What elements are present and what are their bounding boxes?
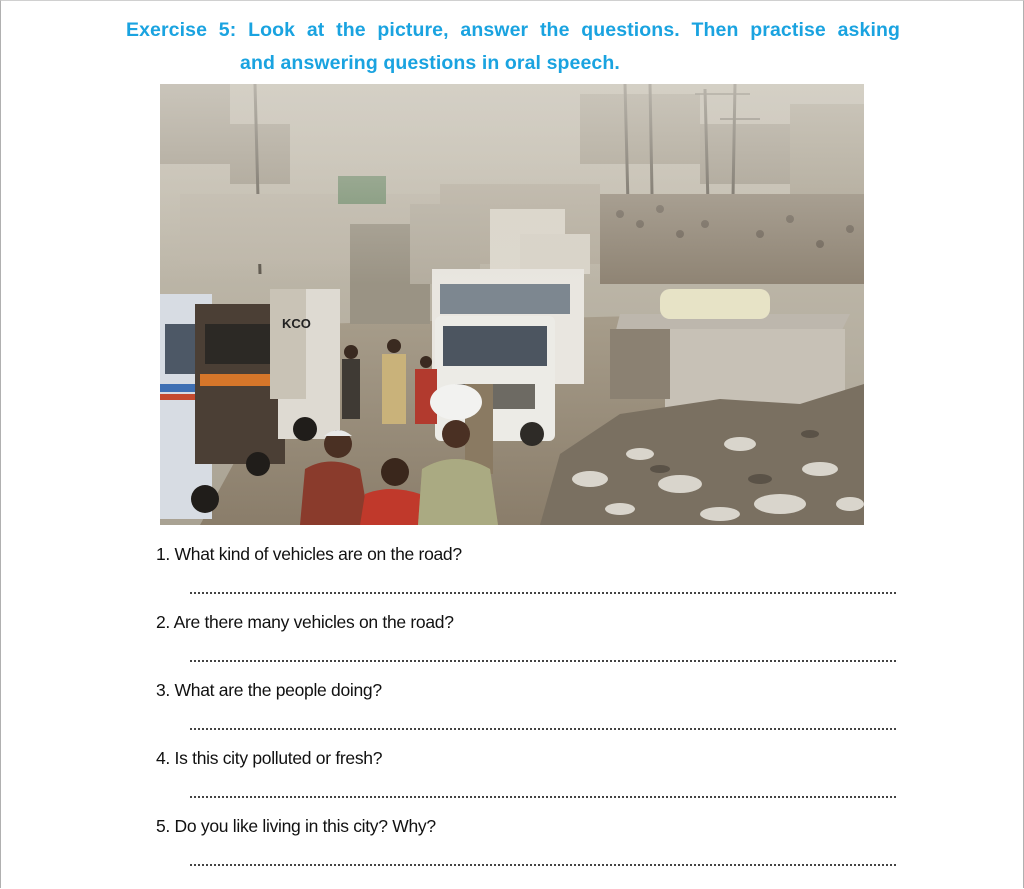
answer-line[interactable] <box>190 796 896 798</box>
question-text: 5. Do you like living in this city? Why? <box>156 816 436 836</box>
answer-line[interactable] <box>190 592 896 594</box>
exercise-title-line2: and answering questions in oral speech. <box>240 52 620 74</box>
question-text: 3. What are the people doing? <box>156 680 382 700</box>
exercise-title <box>126 14 900 80</box>
question-text: 2. Are there many vehicles on the road? <box>156 612 454 632</box>
question-text: 4. Is this city polluted or fresh? <box>156 748 383 768</box>
question-list <box>156 540 896 880</box>
street-photo <box>160 84 864 525</box>
question-item <box>156 608 896 676</box>
truck-sign: KCO <box>282 316 311 331</box>
answer-line[interactable] <box>190 660 896 662</box>
answer-line[interactable] <box>190 864 896 866</box>
answer-line[interactable] <box>190 728 896 730</box>
question-item <box>156 812 896 880</box>
question-item <box>156 540 896 608</box>
question-item <box>156 744 896 812</box>
question-text: 1. What kind of vehicles are on the road? <box>156 544 462 564</box>
exercise-title-line1: Exercise 5: Look at the picture, answer the questions. Then practise asking <box>126 19 900 41</box>
question-item <box>156 676 896 744</box>
